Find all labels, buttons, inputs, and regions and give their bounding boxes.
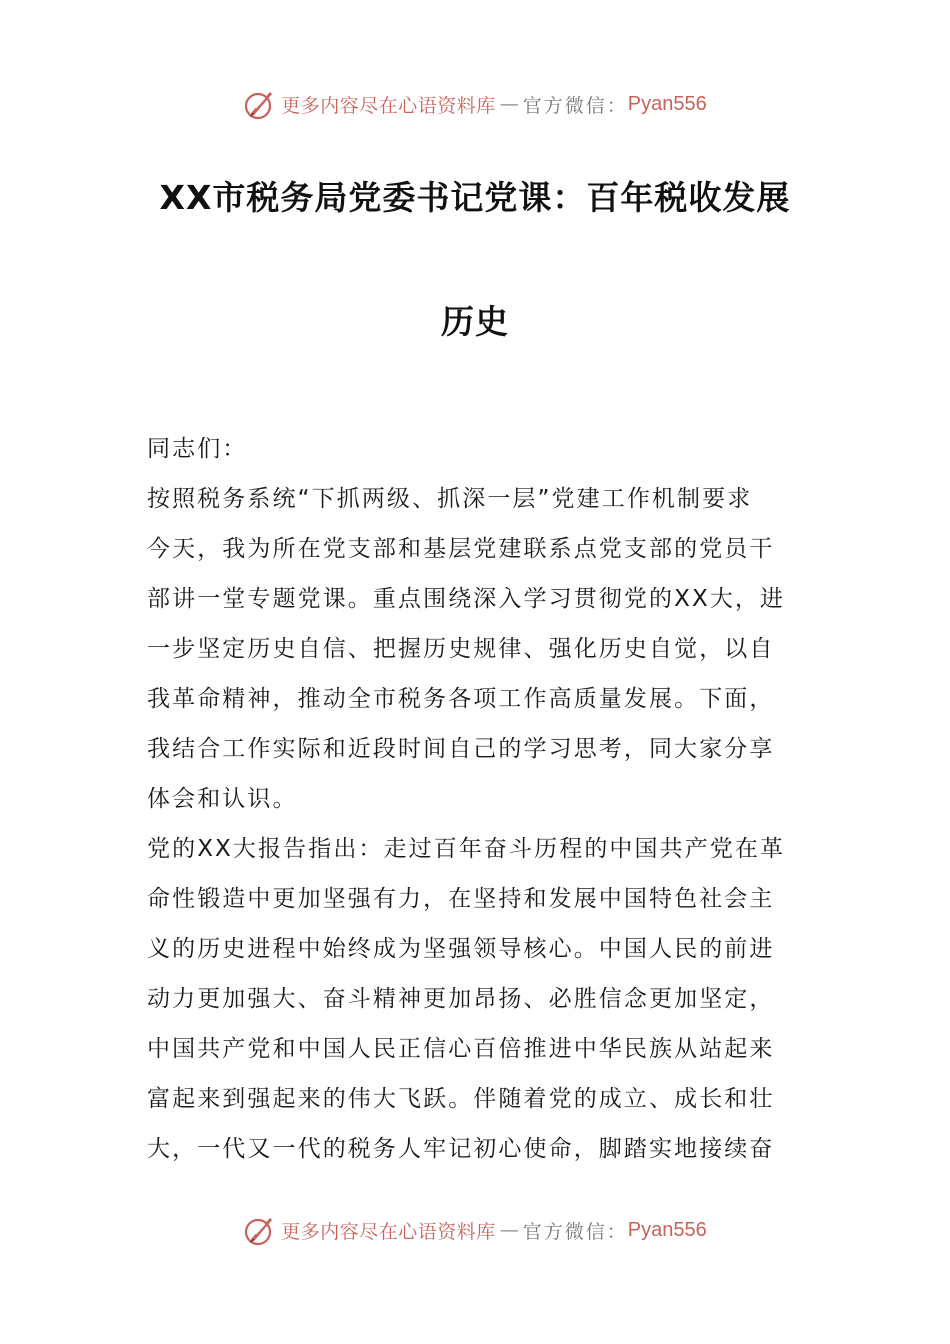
body-line: 体会和认识。 (147, 786, 298, 812)
banner-wechat-id: Pyan556 (627, 92, 707, 115)
body-line: 同志们： (147, 436, 248, 462)
banner-text: 更多内容尽在心语资料库 (281, 1220, 496, 1243)
header-watermark-banner (0, 84, 950, 124)
body-line: 命性锻造中更加坚强有力，在坚持和发展中国特色社会主 (147, 886, 775, 912)
banner-text: 更多内容尽在心语资料库 (281, 94, 496, 117)
document-title-line-1: XX市税务局党委书记党课：百年税收发展 (159, 178, 791, 217)
banner-wechat-label: 官方微信： (522, 1220, 628, 1243)
body-line: 一步坚定历史自信、把握历史规律、强化历史自觉，以自 (147, 636, 775, 662)
footer-watermark-banner (0, 1210, 950, 1250)
quill-logo-icon (243, 1213, 277, 1247)
body-line: 按照税务系统“下抓两级、抓深一层”党建工作机制要求 (147, 486, 753, 512)
document-title-line-2: 历史 (441, 302, 509, 341)
body-line: 我革命精神，推动全市税务各项工作高质量发展。下面， (147, 686, 775, 712)
body-line: 我结合工作实际和近段时间自己的学习思考，同大家分享 (147, 736, 775, 762)
body-line: 部讲一堂专题党课。重点围绕深入学习贯彻党的XX大，进 (147, 586, 786, 612)
body-line: 动力更加强大、奋斗精神更加昂扬、必胜信念更加坚定， (147, 986, 775, 1012)
body-line: 富起来到强起来的伟大飞跃。伴随着党的成立、成长和壮 (147, 1086, 775, 1112)
body-line: 今天，我为所在党支部和基层党建联系点党支部的党员干 (147, 536, 775, 562)
body-line: 大，一代又一代的税务人牢记初心使命，脚踏实地接续奋 (147, 1136, 775, 1162)
body-line: 党的XX大报告指出：走过百年奋斗历程的中国共产党在革 (147, 836, 786, 862)
banner-separator: — (499, 1219, 519, 1241)
quill-logo-icon (243, 87, 277, 121)
banner-separator: — (499, 93, 519, 115)
banner-wechat-label: 官方微信： (522, 94, 628, 117)
document-body (147, 424, 807, 1174)
banner-wechat-id: Pyan556 (627, 1218, 707, 1241)
body-line: 中国共产党和中国人民正信心百倍推进中华民族从站起来 (147, 1036, 775, 1062)
body-line: 义的历史进程中始终成为坚强领导核心。中国人民的前进 (147, 936, 775, 962)
